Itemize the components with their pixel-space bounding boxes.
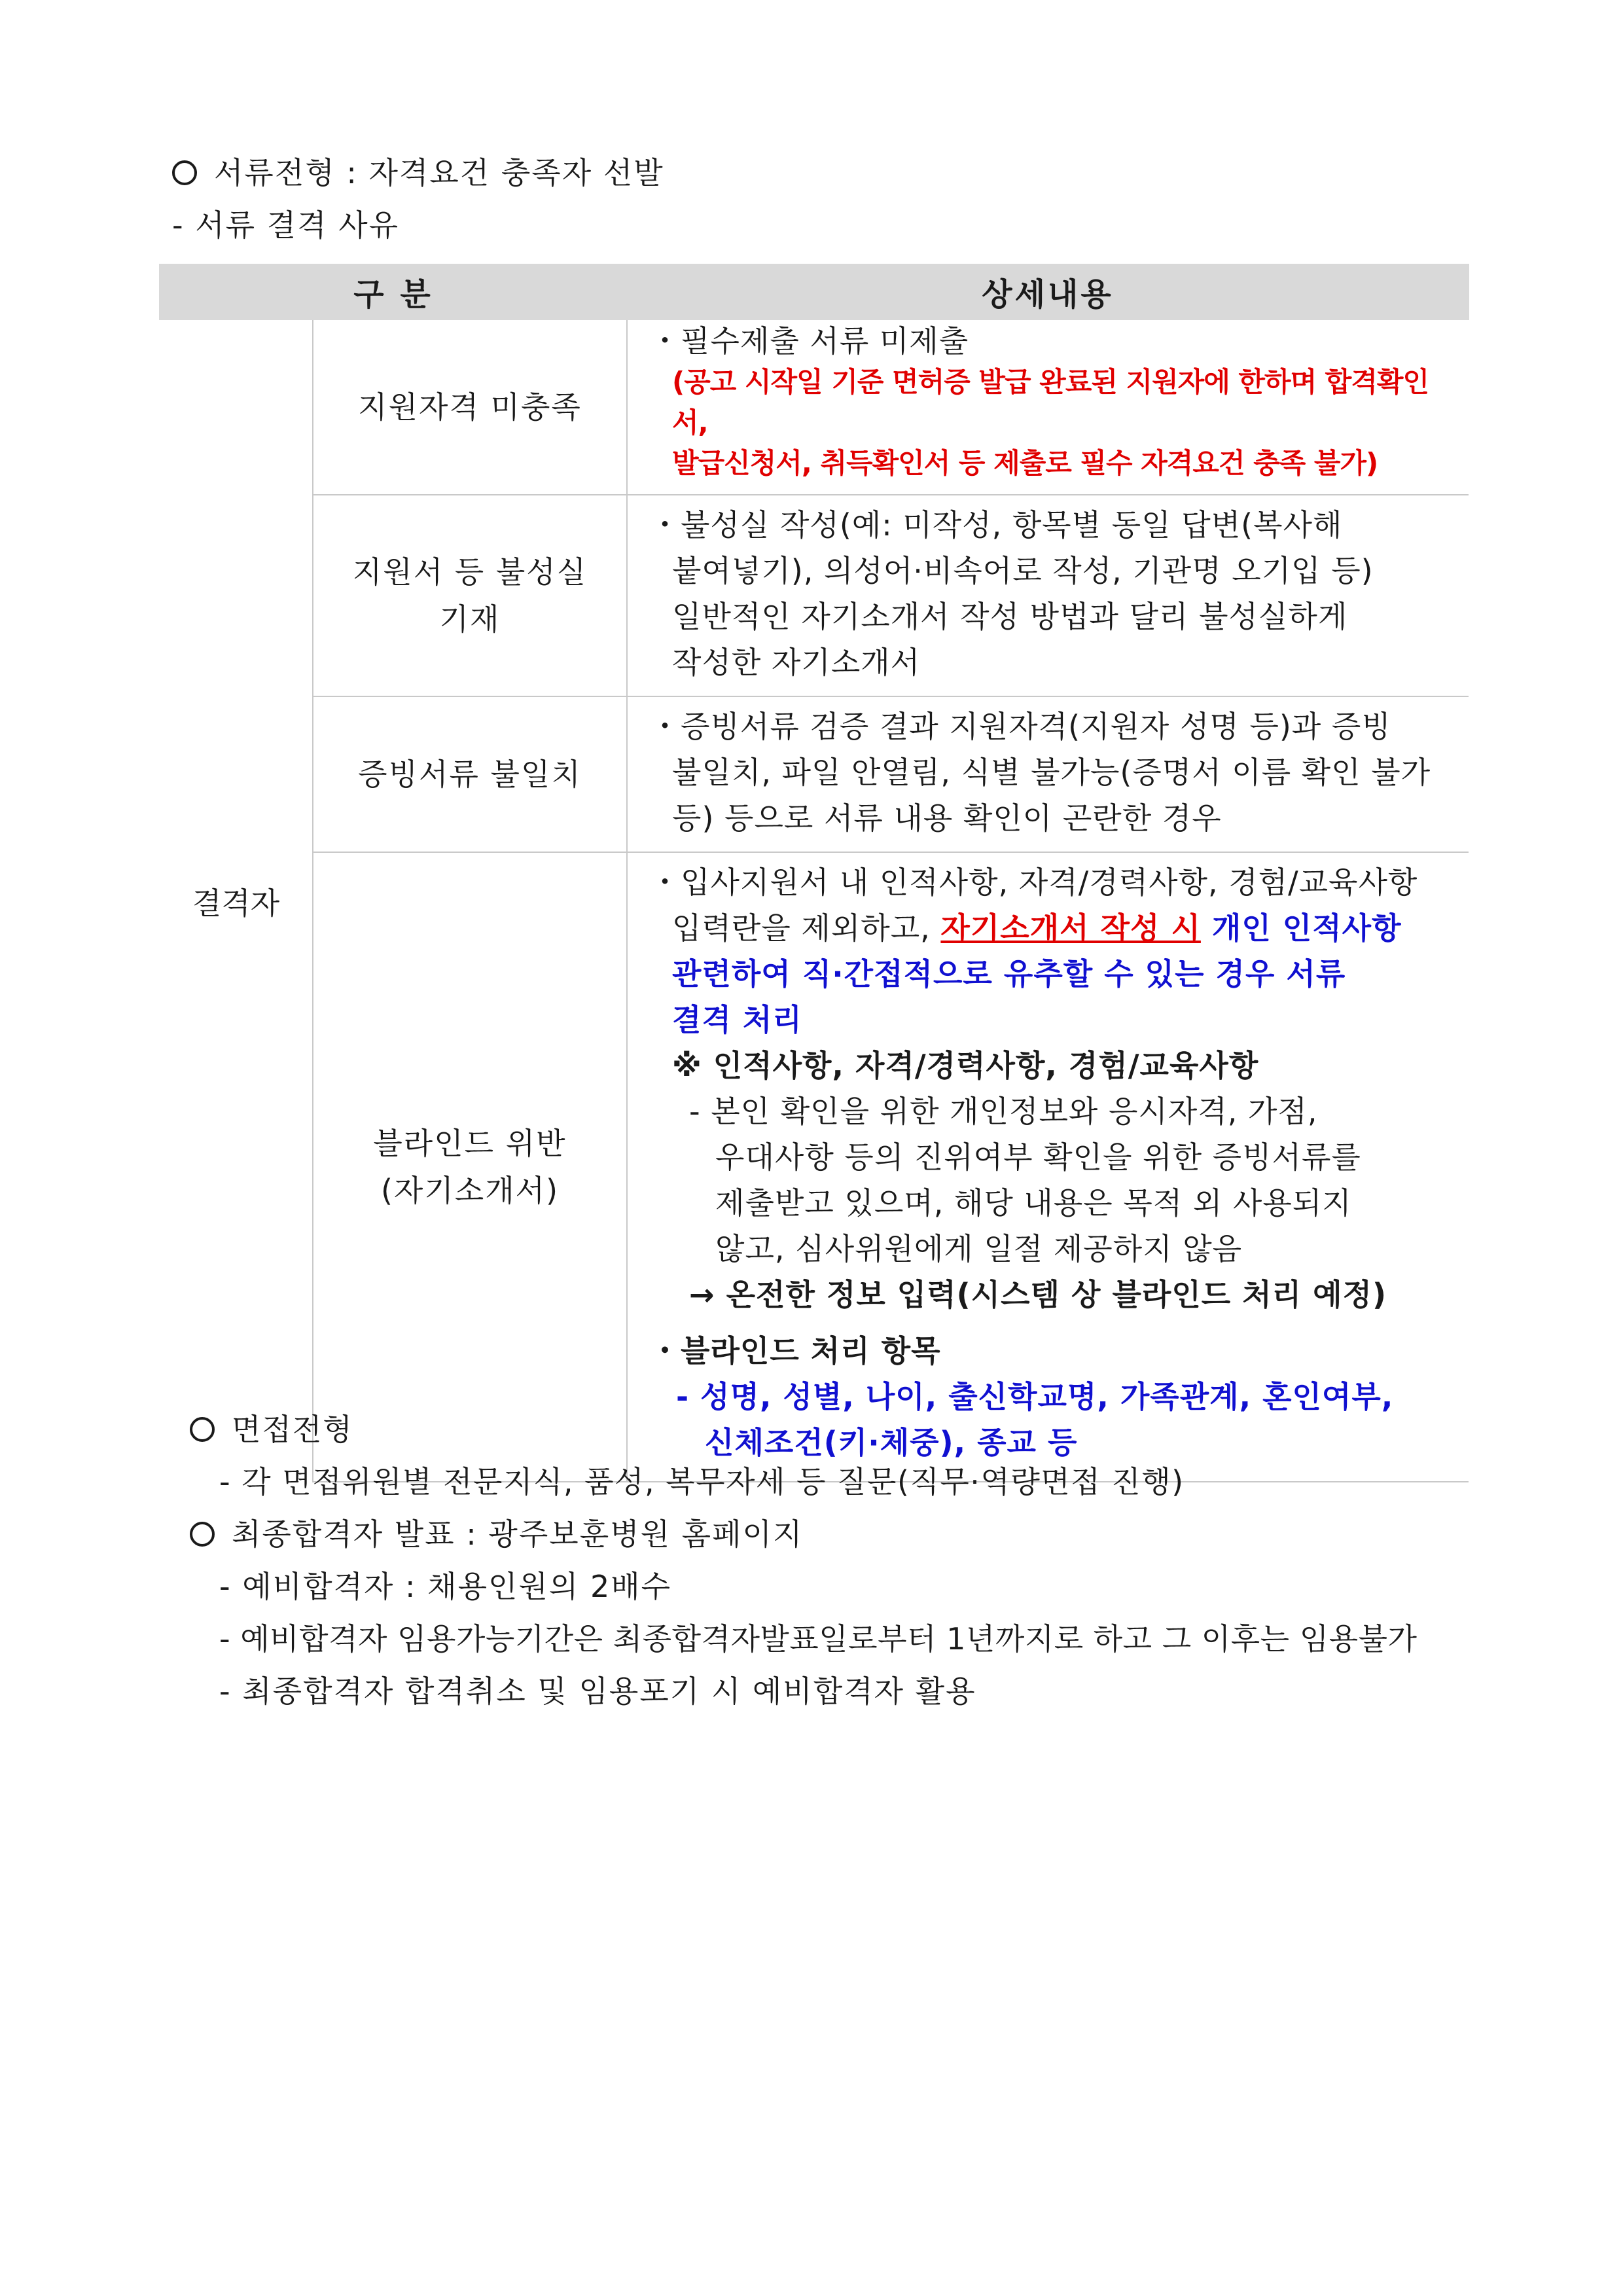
final-detail-2: - 예비합격자 임용가능기간은 최종합격자발표일로부터 1년까지로 하고 그 이후는 임용불가 (219, 1621, 1418, 1657)
section-title-document-screening (172, 149, 664, 192)
interview-detail: - 각 면접위원별 전문지식, 품성, 복무자세 등 질문(직무·역량면접 진행) (219, 1464, 1185, 1499)
section-title-interview: 면접전형 (190, 1406, 353, 1449)
final-detail-3: - 최종합격자 합격취소 및 임용포기 시 예비합격자 활용 (219, 1674, 976, 1709)
table-header-row (160, 264, 1469, 319)
category-cell: 결격자 (160, 319, 313, 1482)
circle-bullet-icon (172, 160, 197, 185)
row-label: 블라인드 위반 (자기소개서) (313, 852, 627, 1482)
circle-bullet-icon (190, 1522, 215, 1547)
row-detail: ・불성실 작성(예: 미작성, 항목별 동일 답변(복사해 붙여넣기), 의성어·비속어로 작성, 기관명 오기입 등) 일반적인 자기소개서 작성 방법과 달리 불성실하게 작성한 자기소개서 (627, 495, 1469, 696)
disqualification-table (159, 264, 1469, 1482)
final-detail-1: - 예비합격자 : 채용인원의 2배수 (219, 1569, 672, 1604)
row-label: 증빙서류 불일치 (313, 696, 627, 852)
table-row (160, 852, 1469, 1482)
header-details: 상세내용 (627, 264, 1469, 319)
disqualification-reasons-heading: - 서류 결격 사유 (172, 207, 400, 243)
row-detail: ・필수제출 서류 미제출 (공고 시작일 기준 면허증 발급 완료된 지원자에 한하며 합격확인서, 발급신청서, 취득확인서 등 제출로 필수 자격요건 충족 불가) (627, 319, 1469, 495)
section-title-final: 최종합격자 발표 : 광주보훈병원 홈페이지 (190, 1511, 803, 1554)
table-row (160, 495, 1469, 696)
table-row (160, 696, 1469, 852)
row-detail: ・입사지원서 내 인적사항, 자격/경력사항, 경험/교육사항 입력란을 제외하고, 자기소개서 작성 시 개인 인적사항 관련하여 직·간접적으로 유추할 수 있는 경우 서류 결격 처리 ※ 인적사항, 자격/경력사항, 경험/교육사항 - 본인 확인을 위한 개인정보와 응시자격, 가점, 우대사항 등의 진위여부 확인을 위한 증빙서류를 제출받고 있으며, 해당 내용은 목적 외 사용되지 않고, 심사위원에게 일절 제공하지 않음 → 온전한 정보 입력(시스템 상 블라인드 처리 예정) ・블라인드 처리 항목 - 성명, 성별, 나이, 출신학교명, 가족관계, 혼인여부, 신체조건(키·체중), 종교 등 (627, 852, 1469, 1482)
row-label: 지원자격 미충족 (313, 319, 627, 495)
row-detail: ・증빙서류 검증 결과 지원자격(지원자 성명 등)과 증빙 불일치, 파일 안열림, 식별 불가능(증명서 이름 확인 불가 등) 등으로 서류 내용 확인이 곤란한 경우 (627, 696, 1469, 852)
circle-bullet-icon (190, 1417, 215, 1442)
header-category: 구 분 (160, 264, 627, 319)
table-row (160, 319, 1469, 495)
document-screening-text: 서류전형 : 자격요건 충족자 선발 (214, 155, 664, 190)
row-label: 지원서 등 불성실 기재 (313, 495, 627, 696)
